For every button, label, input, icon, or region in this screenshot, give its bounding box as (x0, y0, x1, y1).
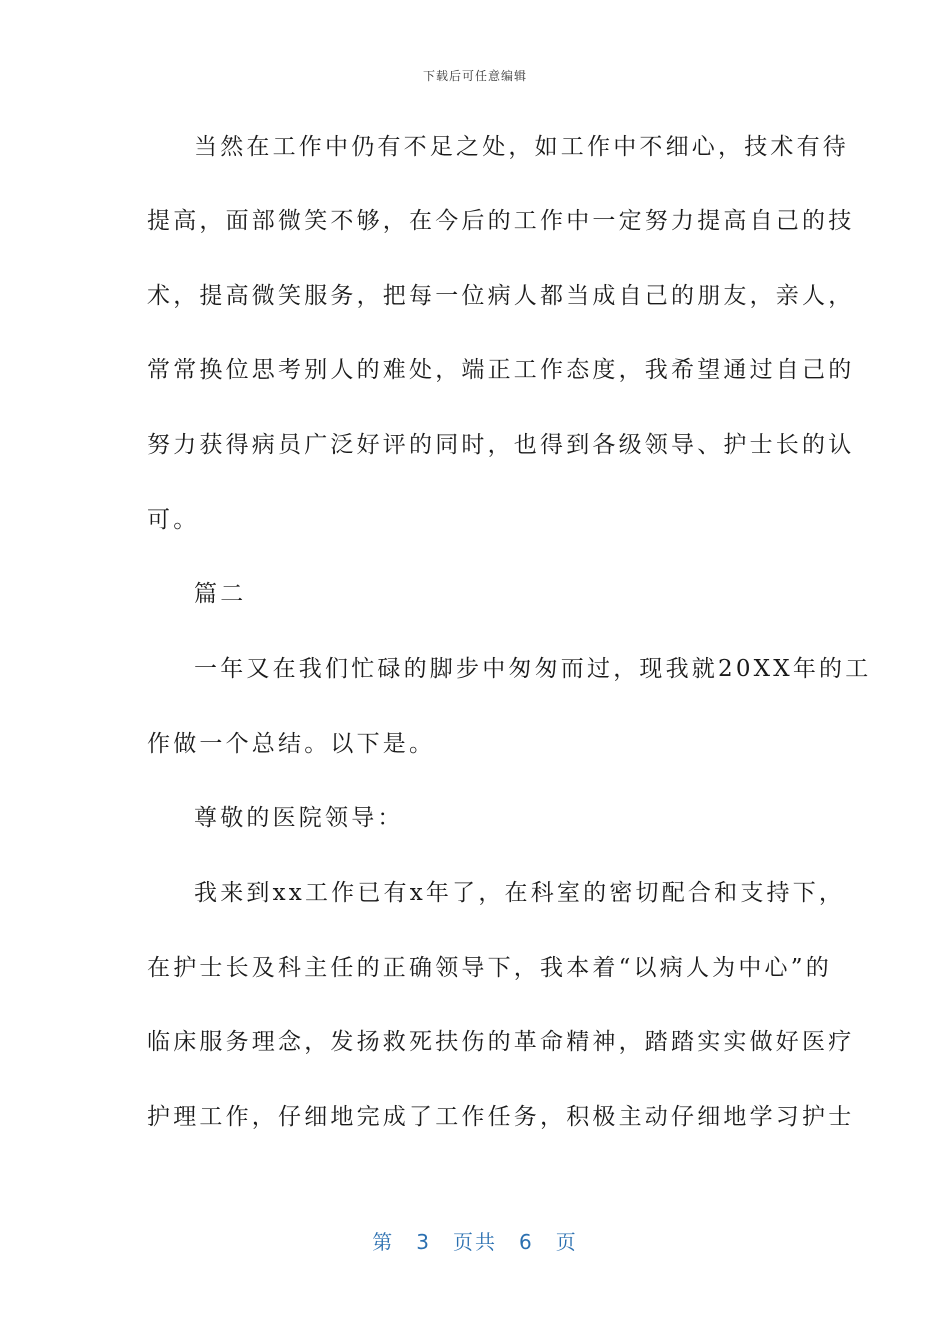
page-middle: 页共 (453, 1230, 497, 1254)
text-line: 可。 (147, 507, 200, 533)
text-line: 术，提高微笑服务，把每一位病人都当成自己的朋友，亲人， (147, 283, 855, 309)
text-line: 临床服务理念，发扬救死扶伤的革命精神，踏踏实实做好医疗 (147, 1029, 855, 1055)
page-prefix: 第 (372, 1230, 395, 1254)
header-note: 下载后可任意编辑 (422, 69, 527, 83)
salutation: 尊敬的医院领导： (194, 805, 404, 831)
current-page-number: 3 (416, 1230, 431, 1254)
text-line: 我来到xx工作已有x年了，在科室的密切配合和支持下， (194, 880, 846, 906)
text-line: 努力获得病员广泛好评的同时，也得到各级领导、护士长的认 (147, 432, 855, 458)
page-footer (0, 1226, 950, 1255)
text-line: 在护士长及科主任的正确领导下，我本着“以病人为中心”的 (147, 955, 832, 981)
text-line: 当然在工作中仍有不足之处，如工作中不细心，技术有待 (194, 134, 849, 160)
page-suffix: 页 (555, 1230, 578, 1254)
text-line: 提高，面部微笑不够，在今后的工作中一定努力提高自己的技 (147, 208, 855, 234)
text-line: 护理工作，仔细地完成了工作任务，积极主动仔细地学习护士 (147, 1104, 855, 1130)
total-pages-number: 6 (519, 1230, 534, 1254)
section-heading: 篇二 (194, 581, 247, 607)
text-line: 一年又在我们忙碌的脚步中匆匆而过，现我就20XX年的工 (194, 656, 872, 682)
text-line: 常常换位思考别人的难处，端正工作态度，我希望通过自己的 (147, 357, 855, 383)
text-line: 作做一个总结。以下是。 (147, 731, 436, 757)
